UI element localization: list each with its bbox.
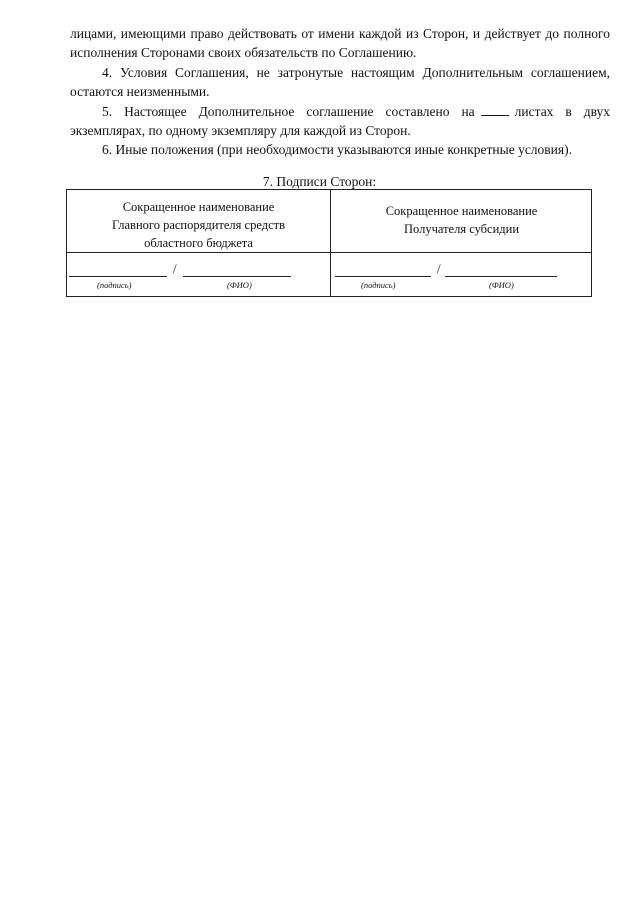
right-title-line2: Получателя субсидии (403, 222, 520, 236)
signatures-table (66, 189, 592, 297)
paragraph-5 (70, 102, 610, 140)
p5-part2: листах в двух (514, 104, 610, 119)
right-title-line1: Сокращенное наименование (385, 204, 538, 218)
left-title-line2: Главного распорядителя средств (111, 218, 286, 232)
p5-part1: 5. Настоящее Дополнительное соглашение составлено на (102, 104, 475, 119)
paragraph-6 (70, 140, 610, 159)
p1-line2: полного исполнения Сторонами своих обязательств по Соглашению. (70, 26, 610, 60)
p4-line2: остаются неизменными. (70, 84, 210, 99)
paragraph-continuation (70, 24, 610, 62)
left-name-line (183, 276, 291, 277)
p6-text: 6. Иные положения (при необходимости указываются иные конкретные условия). (102, 142, 572, 157)
left-name-caption: (ФИО) (227, 280, 252, 290)
right-signature-row (331, 260, 593, 292)
sheet-count-blank (481, 103, 509, 116)
paragraph-4 (70, 63, 610, 101)
left-party-title (67, 198, 330, 252)
signatures-heading: 7. Подписи Сторон: (262, 174, 377, 189)
right-name-caption: (ФИО) (489, 280, 514, 290)
p1-line1: лицами, имеющими право действовать от имени каждой из Сторон, и действует до (70, 26, 560, 41)
right-name-line (445, 276, 557, 277)
p4-line1: 4. Условия Соглашения, не затронутые настоящим Дополнительным соглашением, (102, 65, 610, 80)
right-signature-line (335, 276, 431, 277)
right-party-title (330, 202, 593, 238)
left-title-line1: Сокращенное наименование (122, 200, 275, 214)
p5-line2: экземплярах, по одному экземпляру для каждой из Сторон. (70, 123, 411, 138)
left-sign-caption: (подпись) (97, 280, 132, 290)
right-sign-caption: (подпись) (361, 280, 396, 290)
left-signature-row (67, 260, 330, 292)
left-title-line3: областного бюджета (144, 236, 253, 250)
left-signature-line (69, 276, 167, 277)
table-divider-horizontal (67, 252, 591, 253)
right-slash: / (437, 261, 441, 276)
left-slash: / (173, 261, 177, 276)
